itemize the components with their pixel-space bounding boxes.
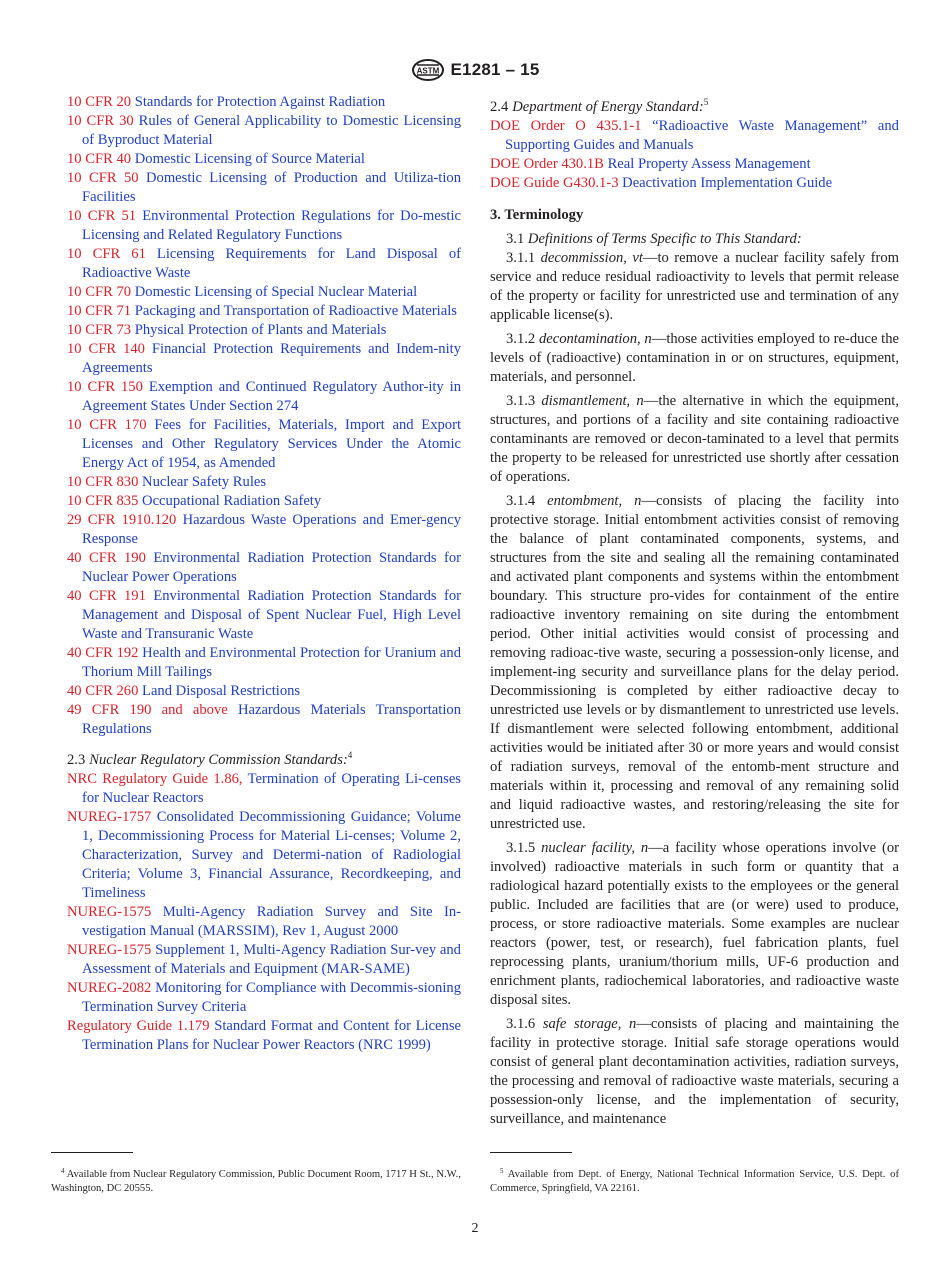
reference-code[interactable]: 10 CFR 20 <box>67 94 132 110</box>
reference-item[interactable] <box>67 682 461 701</box>
footnote-rule-right <box>490 1152 572 1153</box>
reference-item[interactable] <box>67 169 461 207</box>
page-header <box>0 58 950 82</box>
reference-code[interactable]: NUREG-2082 <box>67 980 152 996</box>
reference-item[interactable] <box>67 644 461 682</box>
reference-code[interactable]: 49 CFR 190 and above <box>67 702 228 718</box>
reference-item[interactable] <box>67 340 461 378</box>
doe-reference-list <box>490 117 899 193</box>
definition-text: —consists of placing and maintaining the facility in protective storage. Initial safe storage operations would consist of general plant decontamination activities, radiation surveys, the processing and removal of radioactive waste materials, securing a possession-only license, and the implementation of security, surveillance, and maintenance <box>490 1016 899 1127</box>
right-column <box>490 93 899 1134</box>
reference-item[interactable] <box>67 701 461 739</box>
astm-logo-icon <box>411 59 445 81</box>
definition-text: —consists of placing the facility into protective storage. Initial entombment activities consist of removing the balance of plant contaminated components, systems, and structures from the site and sealing all the remaining contaminated and activated plant components and systems within the entombment boundary. This structure pro-vides for containment of the entire radioactive inventory remaining on site during the entombment period. Other initial activities would consist of processing and removing radioac-tive waste, securing a possession-only license, and implement-ing security and surveillance plans for the delay period. Decommissioning is completed by either radioactive decay to unrestricted use levels or by dismantlement to unrestricted use levels. If dismantlement were selected following entombment, additional activities would be initiated after 30 or more years and would consist of radiation surveys, removal of the entomb-ment structure and materials within it, processing and removal of any remaining solid and liquid radioactive wastes, and restoring/releasing the site for unrestricted use. <box>490 493 899 832</box>
reference-item[interactable] <box>67 979 461 1017</box>
reference-code[interactable]: DOE Order O 435.1-1 <box>490 118 642 134</box>
reference-code[interactable]: 10 CFR 170 <box>67 417 147 433</box>
reference-item[interactable] <box>490 174 899 193</box>
reference-code[interactable]: DOE Guide G430.1-3 <box>490 175 619 191</box>
reference-title[interactable]: Standard Format and Content for License Termination Plans for Nuclear Power Reactors (NRC 1999) <box>82 1018 461 1053</box>
reference-code[interactable]: 10 CFR 140 <box>67 341 145 357</box>
reference-code[interactable]: 10 CFR 70 <box>67 284 132 300</box>
reference-item[interactable] <box>67 112 461 150</box>
defined-term: nuclear facility, n <box>541 840 649 856</box>
reference-item[interactable] <box>67 1017 461 1055</box>
reference-code[interactable]: NUREG-1575 <box>67 942 152 958</box>
reference-code[interactable]: 10 CFR 50 <box>67 170 139 186</box>
definitions-list <box>490 249 899 1129</box>
reference-item[interactable] <box>67 903 461 941</box>
definition-number: 3.1.3 <box>506 393 536 409</box>
cfr-reference-list <box>67 93 461 739</box>
defined-term: decommission, vt <box>540 250 643 266</box>
reference-title[interactable]: Environmental Radiation Protection Standards for Management and Disposal of Spent Nuclear Fuel, High Level Waste and Transuranic Waste <box>82 588 462 642</box>
reference-code[interactable]: 10 CFR 71 <box>67 303 132 319</box>
reference-title[interactable]: Health and Environmental Protection for Uranium and Thorium Mill Tailings <box>82 645 461 680</box>
reference-code[interactable]: 40 CFR 260 <box>67 683 139 699</box>
reference-code[interactable]: 40 CFR 192 <box>67 645 139 661</box>
definitions-subheading: 3.1 Definitions of Terms Specific to This Standard: <box>506 231 802 247</box>
reference-title[interactable]: Environmental Protection Regulations for Do-mestic Licensing and Related Regulatory Functions <box>82 208 461 243</box>
footnote-rule-left <box>51 1152 133 1153</box>
footnote-mark: 5 <box>703 97 709 107</box>
reference-item[interactable] <box>67 808 461 903</box>
reference-title[interactable]: Fees for Facilities, Materials, Import and Export Licenses and Other Regulatory Services Under the Atomic Energy Act of 1954, as Amended <box>82 417 461 471</box>
reference-code[interactable]: 29 CFR 1910.120 <box>67 512 177 528</box>
definition-paragraph <box>490 249 899 325</box>
svg-text:ASTM: ASTM <box>416 66 439 76</box>
footnote-left: $^4$ Available from Nuclear Regulatory Commission, Public Document Room, 1717 H St., N.W., Washington, DC 20555. <box>51 1167 461 1194</box>
definition-number: 3.1.2 <box>506 331 536 347</box>
left-column <box>67 93 461 1055</box>
footnote-mark: 4 <box>347 750 353 760</box>
reference-title[interactable]: Termination of Operating Li-censes for Nuclear Reactors <box>82 771 461 806</box>
definition-number: 3.1.5 <box>506 840 536 856</box>
doe-standard-heading: 2.4 Department of Energy Standard:$^5$ <box>490 97 709 115</box>
reference-code[interactable]: DOE Order 430.1B <box>490 156 604 172</box>
reference-code[interactable]: 10 CFR 51 <box>67 208 137 224</box>
reference-item[interactable] <box>67 93 461 112</box>
reference-code[interactable]: NUREG-1575 <box>67 904 152 920</box>
reference-item[interactable] <box>67 150 461 169</box>
reference-title[interactable]: Domestic Licensing of Production and Utiliza-tion Facilities <box>82 170 461 205</box>
nrc-reference-list <box>67 770 461 1055</box>
definition-text: —those activities employed to re-duce the levels of (radioactive) contamination in or on structures, equipment, materials, and personnel. <box>490 331 899 385</box>
reference-title[interactable]: Physical Protection of Plants and Materials <box>134 322 387 338</box>
reference-title[interactable]: Monitoring for Compliance with Decommis-sioning Termination Survey Criteria <box>82 980 461 1015</box>
reference-code[interactable]: 40 CFR 190 <box>67 550 146 566</box>
reference-code[interactable]: 10 CFR 835 <box>67 493 139 509</box>
defined-term: dismantlement, n <box>541 393 644 409</box>
reference-title[interactable]: Domestic Licensing of Special Nuclear Material <box>134 284 418 300</box>
defined-term: safe storage, n <box>542 1016 637 1032</box>
reference-title[interactable]: Financial Protection Requirements and Indem-nity Agreements <box>82 341 461 376</box>
reference-item[interactable] <box>490 155 899 174</box>
reference-item[interactable] <box>67 245 461 283</box>
reference-title[interactable]: Domestic Licensing of Source Material <box>134 151 365 167</box>
reference-code[interactable]: 10 CFR 40 <box>67 151 132 167</box>
reference-item[interactable] <box>67 941 461 979</box>
definition-number: 3.1.6 <box>506 1016 536 1032</box>
reference-title[interactable]: “Radioactive Waste Management” and Supporting Guides and Manuals <box>505 118 899 153</box>
reference-item[interactable] <box>67 511 461 549</box>
reference-code[interactable]: Regulatory Guide 1.179 <box>67 1018 210 1034</box>
reference-title[interactable]: Nuclear Safety Rules <box>142 474 267 490</box>
definition-paragraph <box>490 392 899 487</box>
reference-code[interactable]: NRC Regulatory Guide 1.86, <box>67 771 243 787</box>
reference-title[interactable]: Real Property Assess Management <box>607 156 811 172</box>
definition-number: 3.1.4 <box>506 493 536 509</box>
terminology-heading: 3. Terminology <box>490 207 584 223</box>
reference-title[interactable]: Deactivation Implementation Guide <box>622 175 833 191</box>
reference-code[interactable]: 10 CFR 73 <box>67 322 132 338</box>
definition-text: —a facility whose operations involve (or involved) radioactive materials in such form or quantity that a radiological hazard potentially exists to the employees or the general public. Included are facilities that are (or were) used to produce, process, or store radioactive materials. Some examples are nuclear reactors (power, test, or research), fuel fabrication plants, fuel reprocessing plants, uranium/thorium mills, UF-6 production and enrichment plants, radiochemical laboratories, and radioactive waste disposal sites. <box>490 840 900 1008</box>
reference-code[interactable]: 10 CFR 30 <box>67 113 134 129</box>
reference-title[interactable]: Consolidated Decommissioning Guidance; Volume 1, Decommissioning Process for Material Li-censes; Volume 2, Characterization, Survey and Determi-nation of Radiologial Criteria; Volume 3, Financial Assurance, Recordkeeping, and Timeliness <box>82 809 461 901</box>
reference-code[interactable]: 10 CFR 61 <box>67 246 146 262</box>
reference-item[interactable] <box>67 492 461 511</box>
defined-term: entombment, n <box>547 493 642 509</box>
nrc-standards-heading: 2.3 Nuclear Regulatory Commission Standards:$^4$ <box>67 750 353 768</box>
reference-item[interactable] <box>67 321 461 340</box>
reference-item[interactable] <box>67 378 461 416</box>
reference-title[interactable]: Exemption and Continued Regulatory Author-ity in Agreement States Under Section 274 <box>82 379 461 414</box>
reference-code[interactable]: NUREG-1757 <box>67 809 152 825</box>
definition-paragraph <box>490 839 899 1010</box>
reference-title[interactable]: Land Disposal Restrictions <box>142 683 301 699</box>
reference-title[interactable]: Hazardous Waste Operations and Emer-gency Response <box>82 512 461 547</box>
reference-title[interactable]: Standards for Protection Against Radiation <box>134 94 386 110</box>
reference-title[interactable]: Occupational Radiation Safety <box>142 493 322 509</box>
reference-item[interactable] <box>490 117 899 155</box>
reference-item[interactable] <box>67 302 461 321</box>
reference-item[interactable] <box>67 416 461 473</box>
reference-title[interactable]: Packaging and Transportation of Radioactive Materials <box>134 303 457 319</box>
definition-paragraph <box>490 492 899 834</box>
reference-item[interactable] <box>67 207 461 245</box>
reference-item[interactable] <box>67 549 461 587</box>
reference-title[interactable]: Licensing Requirements for Land Disposal of Radioactive Waste <box>82 246 461 281</box>
reference-title[interactable]: Rules of General Applicability to Domestic Licensing of Byproduct Material <box>82 113 461 148</box>
defined-term: decontamination, n <box>538 331 652 347</box>
reference-title[interactable]: Supplement 1, Multi-Agency Radiation Sur-vey and Assessment of Materials and Equipment (MAR-SAME) <box>82 942 461 977</box>
reference-item[interactable] <box>67 587 461 644</box>
reference-item[interactable] <box>67 283 461 302</box>
definition-text: —to remove a nuclear facility safely from service and reduce residual radioactivity to levels that permit release of the property or facility for unrestricted use and termination of any applicable license(s). <box>490 250 899 323</box>
reference-code[interactable]: 10 CFR 830 <box>67 474 139 490</box>
reference-item[interactable] <box>67 770 461 808</box>
definition-paragraph <box>490 330 899 387</box>
reference-title[interactable]: Hazardous Materials Transportation Regulations <box>82 702 461 737</box>
reference-title[interactable]: Environmental Radiation Protection Standards for Nuclear Power Operations <box>82 550 462 585</box>
definition-paragraph <box>490 1015 899 1129</box>
definition-number: 3.1.1 <box>506 250 536 266</box>
footnote-right: $^5$ Available from Dept. of Energy, National Technical Information Service, U.S. Dept. of Commerce, Springfield, VA 22161. <box>490 1167 899 1194</box>
definition-text: —the alternative in which the equipment, structures, and portions of a facility and site containing radioactive contaminants are removed or decon-taminated to a level that permits the property to be released for unrestricted use shortly after cessation of operations. <box>490 393 900 485</box>
page-number: 2 <box>471 1221 479 1236</box>
reference-item[interactable] <box>67 473 461 492</box>
reference-code[interactable]: 40 CFR 191 <box>67 588 146 604</box>
reference-title[interactable]: Multi-Agency Radiation Survey and Site In-vestigation Manual (MARSSIM), Rev 1, August 2000 <box>82 904 461 939</box>
reference-code[interactable]: 10 CFR 150 <box>67 379 143 395</box>
document-designation: E1281 – 15 <box>450 60 540 79</box>
